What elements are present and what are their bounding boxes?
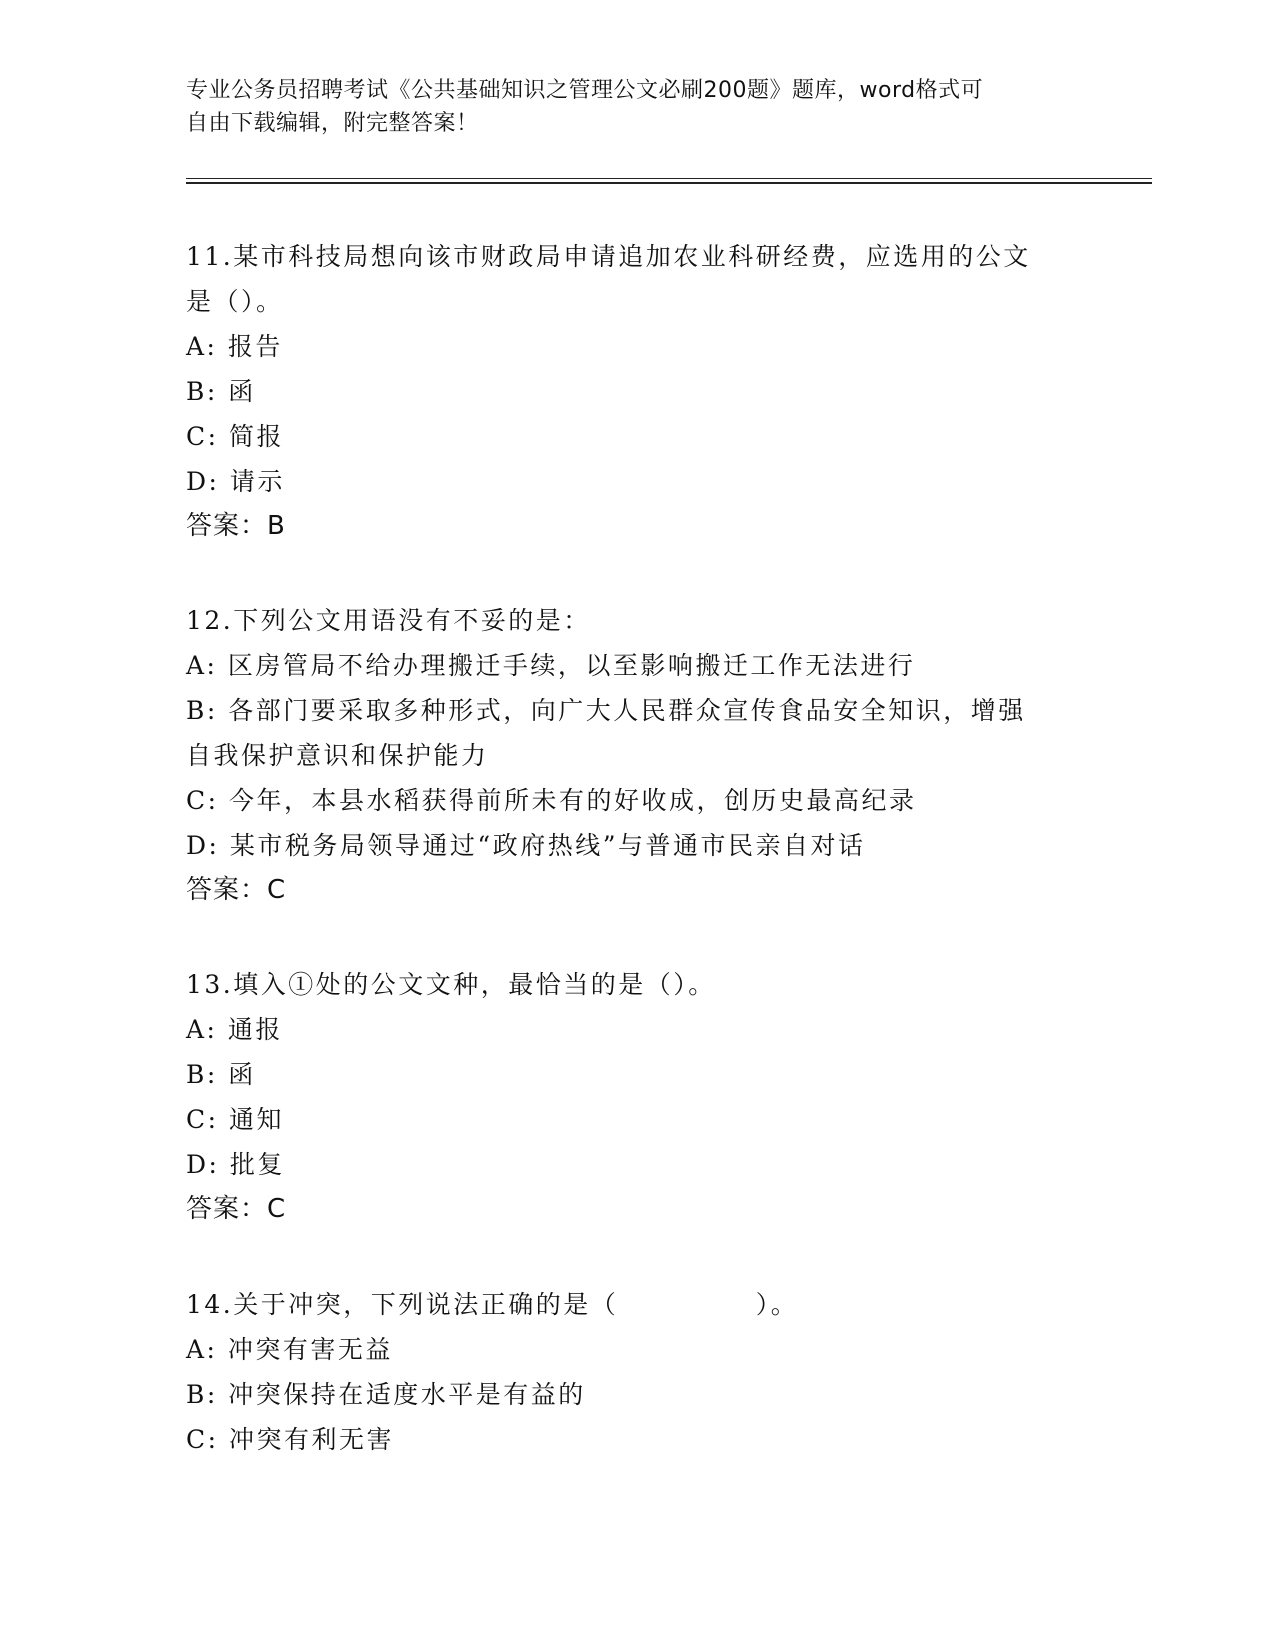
option-d: D: 请示 xyxy=(186,467,285,496)
answer-label: 答案：C xyxy=(186,875,287,905)
option-c: C: 简报 xyxy=(186,422,284,451)
question-11 xyxy=(186,234,1066,549)
option-b: B: 冲突保持在适度水平是有益的 xyxy=(186,1380,586,1409)
option-b: B: 函 xyxy=(186,377,256,406)
question-stem: 12.下列公文用语没有不妥的是： xyxy=(186,606,591,635)
option-a: A: 报告 xyxy=(186,332,283,361)
option-c: C: 冲突有利无害 xyxy=(186,1425,394,1454)
header-line-1: 专业公务员招聘考试《公共基础知识之管理公文必刷200题》题库，word格式可 xyxy=(186,78,984,103)
question-12 xyxy=(186,598,1066,913)
question-stem-continued: 是（）。 xyxy=(186,287,284,316)
option-a: A: 冲突有害无益 xyxy=(186,1335,393,1364)
option-d: D: 批复 xyxy=(186,1150,285,1179)
answer-label: 答案：B xyxy=(186,511,286,541)
question-stem: 13.填入①处的公文文种，最恰当的是（）。 xyxy=(186,970,716,999)
question-stem: 11.某市科技局想向该市财政局申请追加农业科研经费，应选用的公文 xyxy=(186,242,1031,271)
option-c: C: 今年，本县水稻获得前所未有的好收成，创历史最高纪录 xyxy=(186,786,917,815)
header-line-2: 自由下载编辑，附完整答案！ xyxy=(186,111,479,136)
option-b-continued: 自我保护意识和保护能力 xyxy=(186,741,489,770)
answer-label: 答案：C xyxy=(186,1194,287,1224)
option-a: A: 通报 xyxy=(186,1015,283,1044)
option-a: A: 区房管局不给办理搬迁手续，以至影响搬迁工作无法进行 xyxy=(186,651,916,680)
option-d: D: 某市税务局领导通过“政府热线”与普通市民亲自对话 xyxy=(186,831,866,860)
question-stem: 14.关于冲突，下列说法正确的是（ ）。 xyxy=(186,1290,799,1319)
header-divider-thick xyxy=(186,182,1152,184)
document-header xyxy=(186,74,1086,140)
header-divider-thin xyxy=(186,178,1152,179)
option-b: B: 函 xyxy=(186,1060,256,1089)
option-b: B: 各部门要采取多种形式，向广大人民群众宣传食品安全知识，增强 xyxy=(186,696,1026,725)
question-14 xyxy=(186,1282,1066,1462)
option-c: C: 通知 xyxy=(186,1105,284,1134)
question-13 xyxy=(186,962,1066,1232)
